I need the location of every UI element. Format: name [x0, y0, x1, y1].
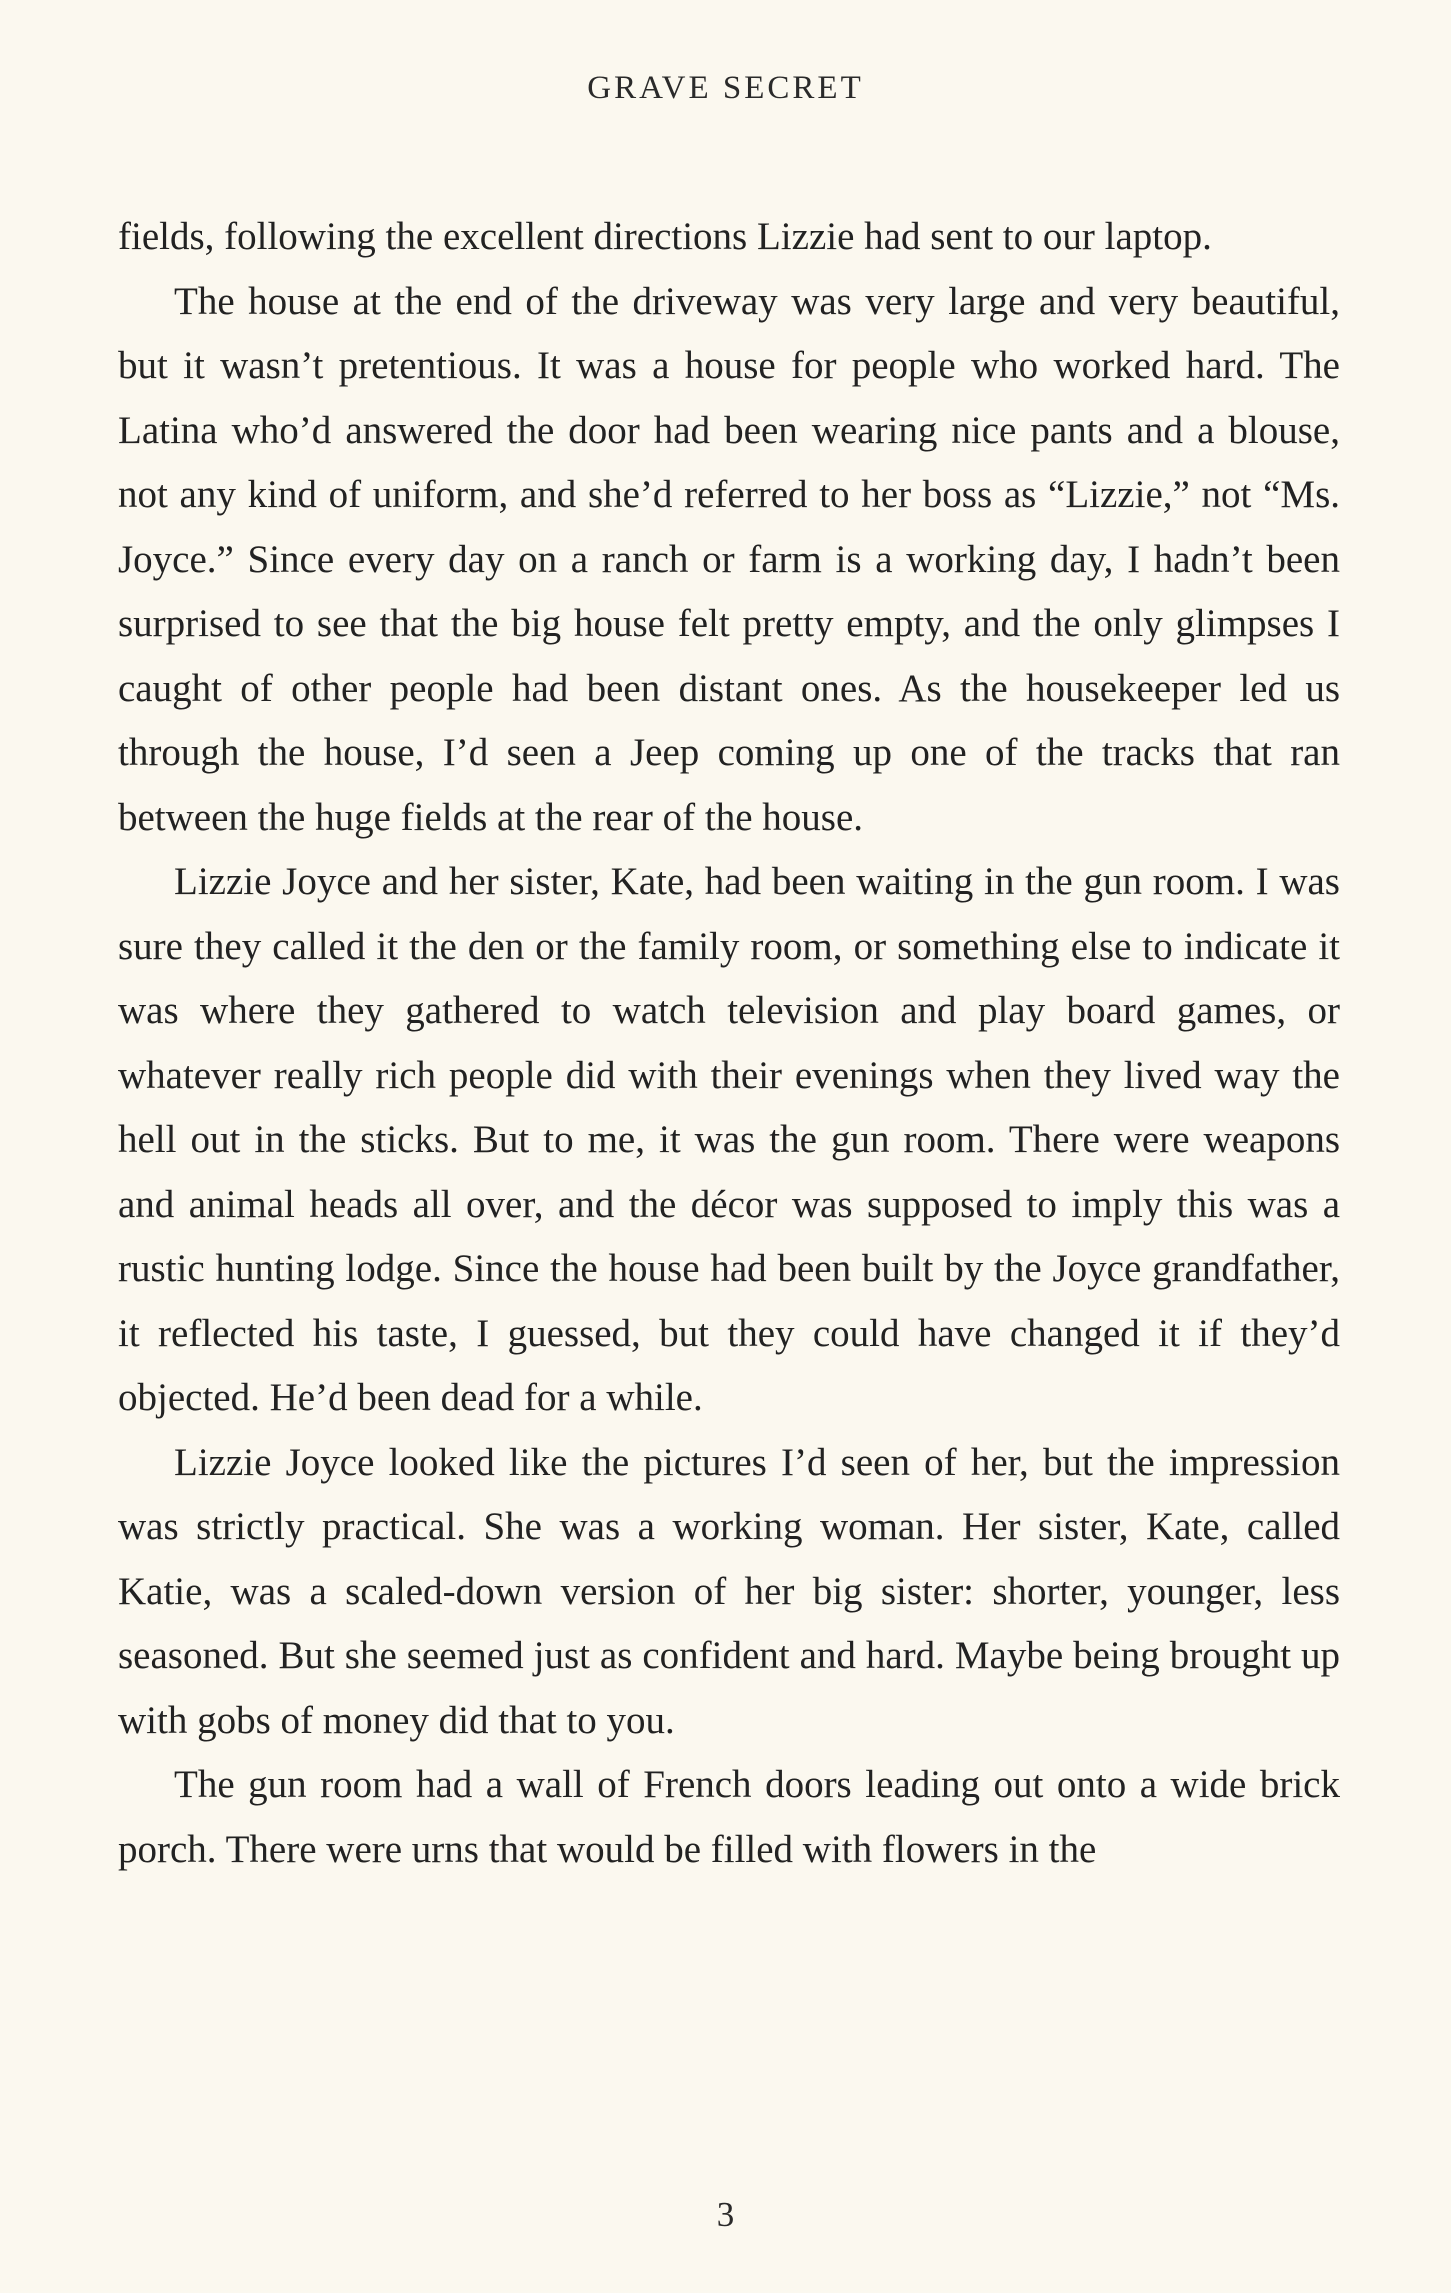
- page-number: 3: [716, 2195, 735, 2234]
- paragraph: The house at the end of the driveway was very large and very beautiful, but it wasn’t pretentious. It was a house for people who worked hard. The Latina who’d answered the door had been wearing nice pants and a blouse, not any kind of uniform, and she’d referred to her boss as “Lizzie,” not “Ms. Joyce.” Since every day on a ranch or farm is a working day, I hadn’t been surprised to see that the big house felt pretty empty, and the only glimpses I caught of other people had been distant ones. As the housekeeper led us through the house, I’d seen a Jeep coming up one of the tracks that ran between the huge fields at the rear of the house.: [118, 279, 1340, 839]
- paragraph: The gun room had a wall of French doors leading out onto a wide brick porch. There were urns that would be filled with flowers in the: [118, 1763, 1340, 1871]
- running-head: GRAVE SECRET: [587, 70, 864, 106]
- paragraph: Lizzie Joyce and her sister, Kate, had been waiting in the gun room. I was sure they called it the den or the family room, or something else to indicate it was where they gathered to watch television and play board games, or whatever really rich people did with their evenings when they lived way the hell out in the sticks. But to me, it was the gun room. There were weapons and animal heads all over, and the décor was supposed to imply this was a rustic hunting lodge. Since the house had been built by the Joyce grandfather, it reflected his taste, I guessed, but they could have changed it if they’d objected. He’d been dead for a while.: [118, 860, 1340, 1419]
- paragraph: Lizzie Joyce looked like the pictures I’d seen of her, but the impression was strictly practical. She was a working woman. Her sister, Kate, called Katie, was a scaled-down version of her big sister: shorter, younger, less seasoned. But she seemed just as confident and hard. Maybe being brought up with gobs of money did that to you.: [118, 1440, 1340, 1742]
- paragraph-continued: fields, following the excellent directions Lizzie had sent to our laptop.: [118, 215, 1212, 258]
- body-text: [118, 205, 1340, 1882]
